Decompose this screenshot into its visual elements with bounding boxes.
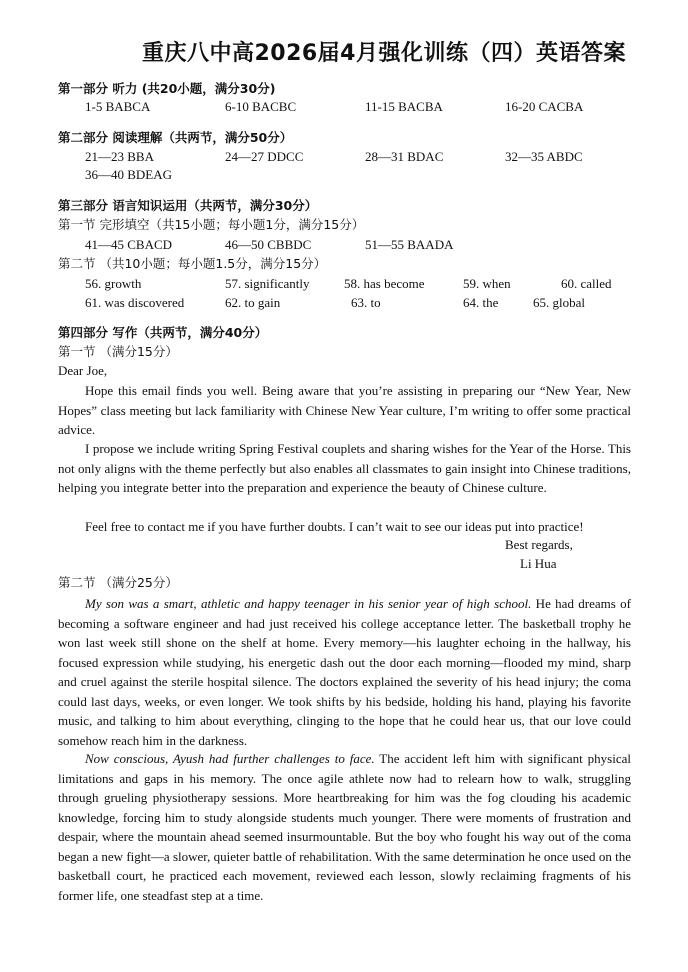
part3-s2-answer-65: 65. global (533, 295, 585, 310)
part2-answer-2: 24—27 DDCC (225, 149, 304, 164)
part3-s2-answer-60: 60. called (561, 276, 612, 291)
part1-answer-1: 1-5 BABCA (85, 99, 151, 114)
part1-answer-3: 11-15 BACBA (365, 99, 443, 114)
story-paragraph-2-body: The accident left him with significant physical limitations and gaps in his memory. The once agile athlete now had to relearn how to walk, struggling through grueling physiotherapy sessions. More heartbreaking for him was the fog clouding his academic knowledge, forcing him to study alongside students much younger. There were moments of frustration and despair, where the mountain ahead seemed insurmountable. But the boy who fought his way out of the coma began a new fight—a slower, quieter battle of rehabilitation. With the same determination he once used on the basketball court, he practiced each movement, reviewed each lesson, slowly reclaiming fragments of his former life, one steadfast step at a time. (58, 751, 631, 903)
part3-s1-answer-2: 46—50 CBBDC (225, 237, 312, 252)
letter-paragraph-2: I propose we include writing Spring Festival couplets and sharing wishes for the Year of the Horse. This not only aligns with the theme perfectly but also enables all classmates to gain insight into Chinese traditions, helping you integrate better into the preparation and experience the beauty of Chinese culture. (58, 441, 631, 495)
part3-s2-answer-62: 62. to gain (225, 295, 281, 310)
page-title: 重庆八中高2026届4月强化训练（四）英语答案 (141, 41, 626, 66)
part4-section2-heading: 第二节 （满分25分） (58, 575, 178, 590)
part3-s2-answer-63: 63. to (351, 295, 381, 310)
letter-salutation: Dear Joe, (58, 363, 108, 378)
part3-s2-answer-58: 58. has become (344, 276, 425, 291)
part3-s2-answer-59: 59. when (463, 276, 511, 291)
part3-s2-answer-56: 56. growth (85, 276, 142, 291)
story-paragraph-2 (58, 749, 631, 905)
part2-answer-1: 21—23 BBA (85, 149, 154, 164)
story-paragraph-1 (58, 594, 631, 750)
story-paragraph-1-body: He had dreams of becoming a software engineer and had just received his college acceptance letter. The basketball trophy he won last week still shone on the shelf at home. Every memory—his laughter echoing in the hallway, his focused expression while studying, his energetic dash out the door each morning—flooded my mind, sharp and cruel against the sterile hospital silence. The doctors explained the severity of his head injury; the coma could last days, weeks, or even longer. We took shifts by his bedside, holding his hand, playing his favorite music, and talking to him about everything, clinging to the hope that he could hear us, that our love could somehow reach him in the darkness. (58, 596, 631, 748)
part3-s1-answer-3: 51—55 BAADA (365, 237, 454, 252)
letter-paragraph-1: Hope this email finds you well. Being aware that you’re assisting in preparing our “New Year, New Hopes” class meeting but lack familiarity with Chinese New Year culture, I’m writing to offer some practical advice. (58, 383, 631, 437)
part3-section1-heading: 第一节 完形填空（共15小题；每小题1分，满分15分） (58, 217, 365, 232)
part1-answer-4: 16-20 CACBA (505, 99, 584, 114)
part3-s2-answer-61: 61. was discovered (85, 295, 185, 310)
part2-answer-3: 28—31 BDAC (365, 149, 444, 164)
letter-paragraph-3: Feel free to contact me if you have further doubts. I can’t wait to see our ideas put into practice! (85, 519, 584, 534)
part3-s2-answer-57: 57. significantly (225, 276, 310, 291)
letter-signature: Li Hua (520, 556, 557, 571)
part2-heading: 第二部分 阅读理解（共两节，满分50分） (58, 130, 293, 145)
letter-closing: Best regards, (505, 537, 573, 552)
part3-section2-heading: 第二节 （共10小题；每小题1.5分，满分15分） (58, 256, 327, 271)
part3-s1-answer-1: 41—45 CBACD (85, 237, 173, 252)
story-paragraph-2-lead: Now conscious, Ayush had further challenges to face. (85, 751, 375, 766)
story-paragraph-1-lead: My son was a smart, athletic and happy teenager in his senior year of high school. (85, 596, 532, 611)
part4-heading: 第四部分 写作（共两节，满分40分） (58, 325, 268, 340)
part3-heading: 第三部分 语言知识运用（共两节，满分30分） (58, 198, 318, 213)
part1-heading: 第一部分 听力 (共20小题，满分30分) (58, 81, 276, 96)
part4-section1-heading: 第一节 （满分15分） (58, 344, 178, 359)
part3-s2-answer-64: 64. the (463, 295, 499, 310)
part2-answer-5: 36—40 BDEAG (85, 167, 173, 182)
part1-answer-2: 6-10 BACBC (225, 99, 297, 114)
part2-answer-4: 32—35 ABDC (505, 149, 583, 164)
